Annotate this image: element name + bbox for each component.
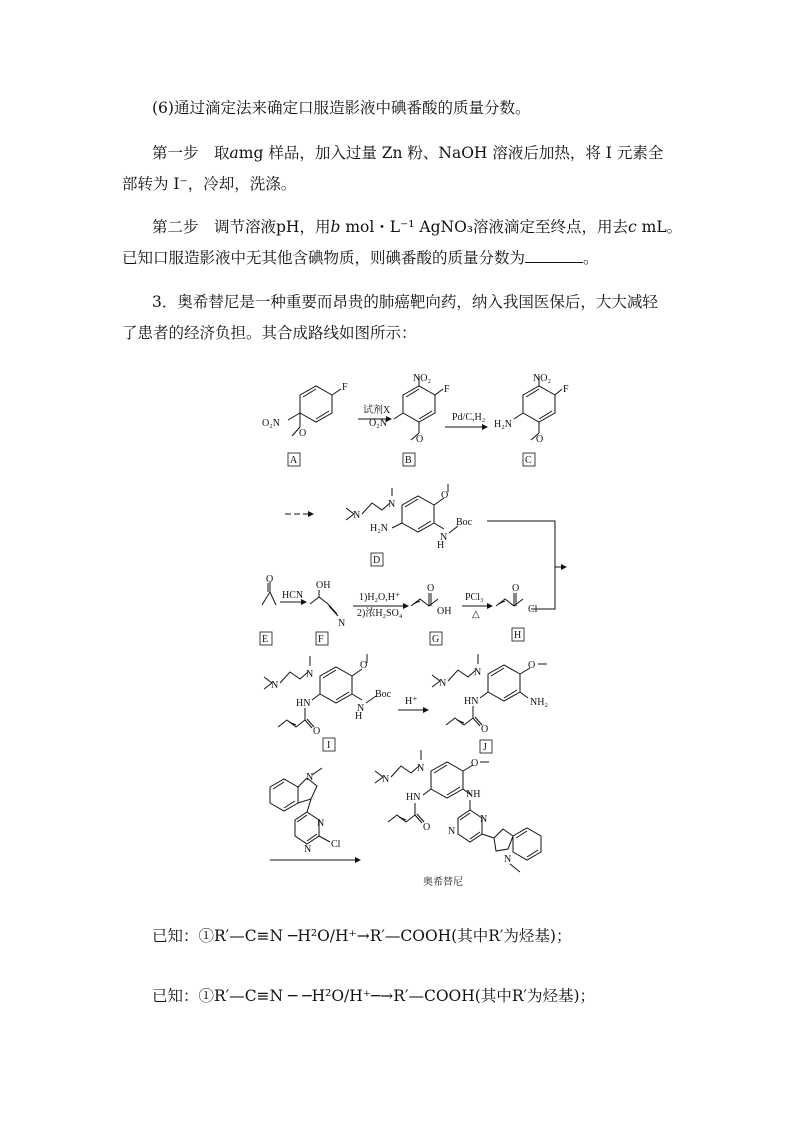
atom-n-i2: N — [306, 669, 314, 680]
connector-dh — [487, 521, 555, 609]
q3-line2: 了患者的经济负担。其合成路线如图所示： — [122, 324, 417, 342]
atom-no2-c: NO₂ — [533, 373, 551, 384]
step2-text-b: mol・L⁻¹ AgNO₃溶液滴定至终点，用去 — [340, 218, 629, 236]
compound-g — [411, 583, 451, 645]
label-h: H — [514, 630, 522, 641]
atom-n-f: N — [338, 618, 346, 629]
atom-no2-b: NO₂ — [413, 373, 431, 384]
label-c: C — [525, 455, 532, 466]
compound-e — [260, 574, 276, 645]
label-g: G — [432, 634, 440, 645]
atom-cl-h: Cl — [528, 604, 538, 615]
atom-boc-i: Boc — [375, 689, 392, 700]
atom-boc-d: Boc — [456, 517, 473, 528]
compound-j — [432, 654, 548, 753]
compound-c — [494, 373, 569, 466]
reagent-h2o: 1)H₂O,H⁺ — [359, 592, 401, 603]
reagent-delta: △ — [472, 609, 480, 620]
label-b: B — [405, 455, 412, 466]
atom-o-b: O — [416, 434, 424, 445]
atom-o2n-b: O₂N — [369, 418, 387, 429]
atom-n-indole: N — [306, 772, 314, 783]
atom-h2n-d: H₂N — [370, 523, 388, 534]
q6-step1-line2: 部转为 I⁻，冷却，洗涤。 — [122, 175, 297, 193]
compound-a — [262, 382, 348, 466]
compound-h — [496, 583, 538, 641]
atom-o-a: O — [299, 428, 307, 439]
atom-f-a: F — [342, 382, 348, 393]
atom-oh-f: OH — [316, 580, 331, 591]
atom-cl-reagent: Cl — [331, 839, 341, 850]
step2-text-d: 已知口服造影液中无其他含碘物质，则碘番酸的质量分数为 — [122, 249, 526, 267]
atom-n-d3: N — [440, 532, 448, 543]
label-i: I — [327, 740, 331, 751]
q6-title: (6)通过滴定法来确定口服造影液中碘番酸的质量分数。 — [152, 99, 531, 117]
label-e: E — [262, 634, 269, 645]
step2-text-c: mL。 — [636, 218, 683, 236]
atom-n-p3: N — [480, 814, 488, 825]
atom-hn-j: HN — [464, 696, 479, 707]
atom-n-pyr1: N — [317, 818, 325, 829]
atom-n-i1: N — [271, 680, 279, 691]
reagent-pd: Pd/C,H₂ — [452, 412, 486, 423]
atom-o-h: O — [512, 583, 520, 594]
label-a: A — [290, 455, 298, 466]
atom-n-j2: N — [474, 667, 482, 678]
atom-o-p2: O — [423, 822, 431, 833]
step1-text-a: 第一步 取 — [152, 144, 230, 162]
compound-f — [310, 580, 345, 645]
reagent-pcl3: PCl₃ — [465, 592, 484, 603]
atom-h2n-c: H₂N — [494, 419, 512, 430]
label-f: F — [318, 634, 324, 645]
atom-hn-p: HN — [406, 792, 421, 803]
atom-o-g: O — [427, 583, 435, 594]
q3-line1: 3．奥希替尼是一种重要而昂贵的肺癌靶向药，纳入我国医保后，大大减轻 — [152, 293, 658, 311]
osimertinib-product — [375, 750, 541, 888]
label-d: D — [373, 555, 381, 566]
reagent-hcn: HCN — [282, 590, 304, 601]
compound-b — [369, 373, 450, 466]
atom-h-i: H — [355, 711, 363, 722]
atom-n-p1: N — [382, 774, 390, 785]
atom-n-i3: N — [357, 703, 365, 714]
atom-n-d1: N — [353, 510, 361, 521]
atom-o-c: O — [536, 434, 544, 445]
step2-text-a: 第二步 调节溶液pH，用 — [152, 218, 331, 236]
atom-n-p4: N — [448, 826, 456, 837]
atom-o-e: O — [266, 574, 274, 585]
atom-o2n-a: O₂N — [262, 418, 280, 429]
atom-hn-i: HN — [296, 698, 311, 709]
atom-n-p5: N — [504, 854, 512, 865]
atom-f-b: F — [444, 384, 450, 395]
atom-n-j1: N — [439, 678, 447, 689]
step1-text-b: mg 样品，加入过量 Zn 粉、NaOH 溶液后加热，将 I 元素全 — [238, 144, 664, 162]
atom-o-i2: O — [313, 726, 321, 737]
compound-i — [264, 654, 392, 751]
product-name: 奥希替尼 — [423, 877, 463, 888]
known-line-2: 已知：①R′—C≡N ─ ─H²O/H⁺─→R′—COOH(其中R′为烃基)； — [152, 987, 596, 1005]
atom-nh2-j: NH₂ — [530, 697, 548, 708]
atom-o-j: O — [528, 660, 536, 671]
label-j: J — [483, 742, 487, 753]
var-a: a — [229, 144, 239, 162]
indole-pyrimidine-reagent — [270, 768, 341, 855]
reagent-x: 试剂X — [363, 405, 391, 416]
atom-n-pyr2: N — [304, 844, 312, 855]
reagent-h2so4: 2)浓H₂SO₄ — [357, 608, 403, 619]
atom-f-c: F — [563, 384, 569, 395]
step2-end: 。 — [583, 249, 599, 267]
atom-o-j2: O — [481, 724, 489, 735]
atom-n-p2: N — [417, 763, 425, 774]
var-b: b — [330, 218, 341, 236]
reagent-h: H⁺ — [405, 696, 418, 707]
atom-n-d2: N — [388, 499, 396, 510]
var-c: c — [628, 218, 637, 236]
atom-oh-g: OH — [437, 606, 452, 617]
compound-d — [346, 484, 473, 566]
atom-nh-p: NH — [466, 789, 481, 800]
known-line-1: 已知：①R′—C≡N ─H²O/H⁺→R′—COOH(其中R′为烃基)； — [152, 927, 572, 945]
atom-o-i: O — [360, 660, 368, 671]
atom-o-p: O — [471, 758, 479, 769]
atom-h-d: H — [437, 540, 445, 551]
atom-o-d: O — [441, 490, 449, 501]
